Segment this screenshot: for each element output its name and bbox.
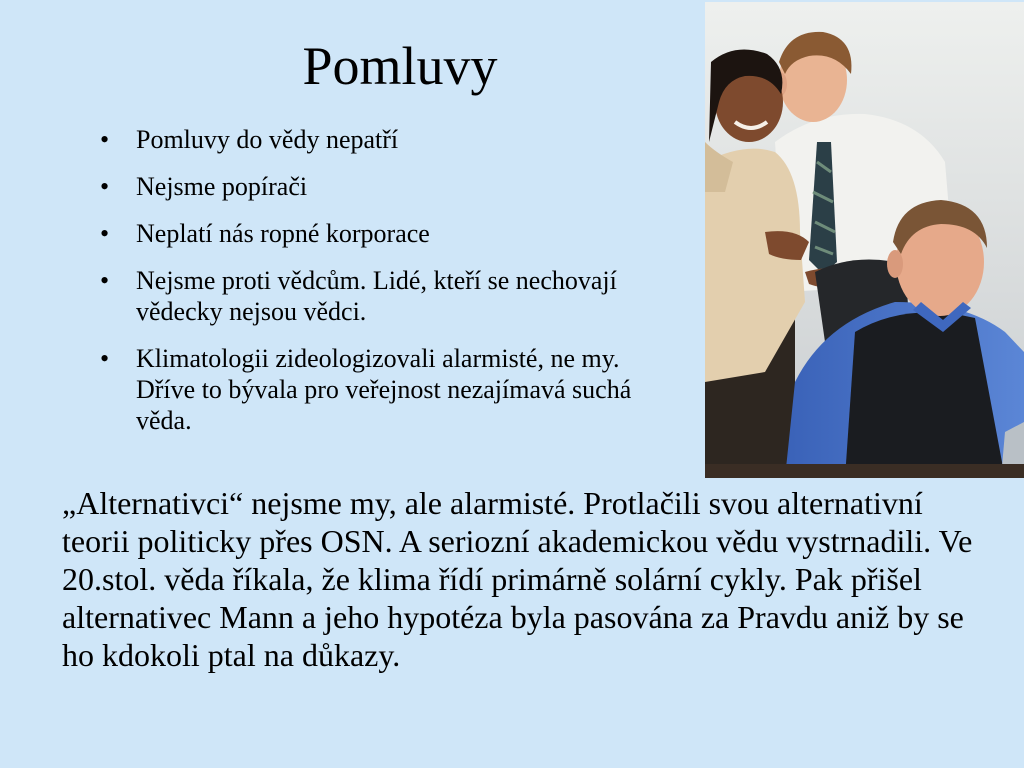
bullet-item: [100, 265, 660, 327]
bullet-text: Nejsme popírači: [136, 172, 308, 201]
slide-title: Pomluvy: [302, 36, 498, 96]
office-gossip-photo: [705, 2, 1024, 478]
bullet-item: [100, 218, 660, 249]
bullet-list: [100, 124, 660, 452]
bullet-item: [100, 171, 660, 202]
bullet-dot: •: [100, 344, 110, 373]
bullet-dot: •: [100, 125, 110, 154]
bullet-text: Neplatí nás ropné korporace: [136, 219, 430, 248]
bullet-dot: •: [100, 219, 110, 248]
bullet-text: Nejsme proti vědcům. Lidé, kteří se nechovají vědecky nejsou vědci.: [136, 266, 617, 326]
bullet-text: Pomluvy do vědy nepatří: [136, 125, 399, 154]
photo-illustration: [705, 2, 1024, 478]
bullet-dot: •: [100, 172, 110, 201]
body-paragraph: „Alternativci“ nejsme my, ale alarmisté. Protlačili svou alternativní teorii politicky přes OSN. A seriozní akademickou vědu vystrnadili. Ve 20.stol. věda říkala, že klima řídí primárně solární cykly. Pak přišel alternativec Mann a jeho hypotéza byla pasována za Pravdu aniž by se ho kdokoli ptal na důkazy.: [62, 485, 973, 673]
bullet-dot: •: [100, 266, 110, 295]
bullet-item: [100, 343, 660, 436]
bullet-text: Klimatologii zideologizovali alarmisté, ne my. Dříve to bývala pro veřejnost nezajímavá suchá věda.: [136, 344, 632, 435]
bullet-item: [100, 124, 660, 155]
